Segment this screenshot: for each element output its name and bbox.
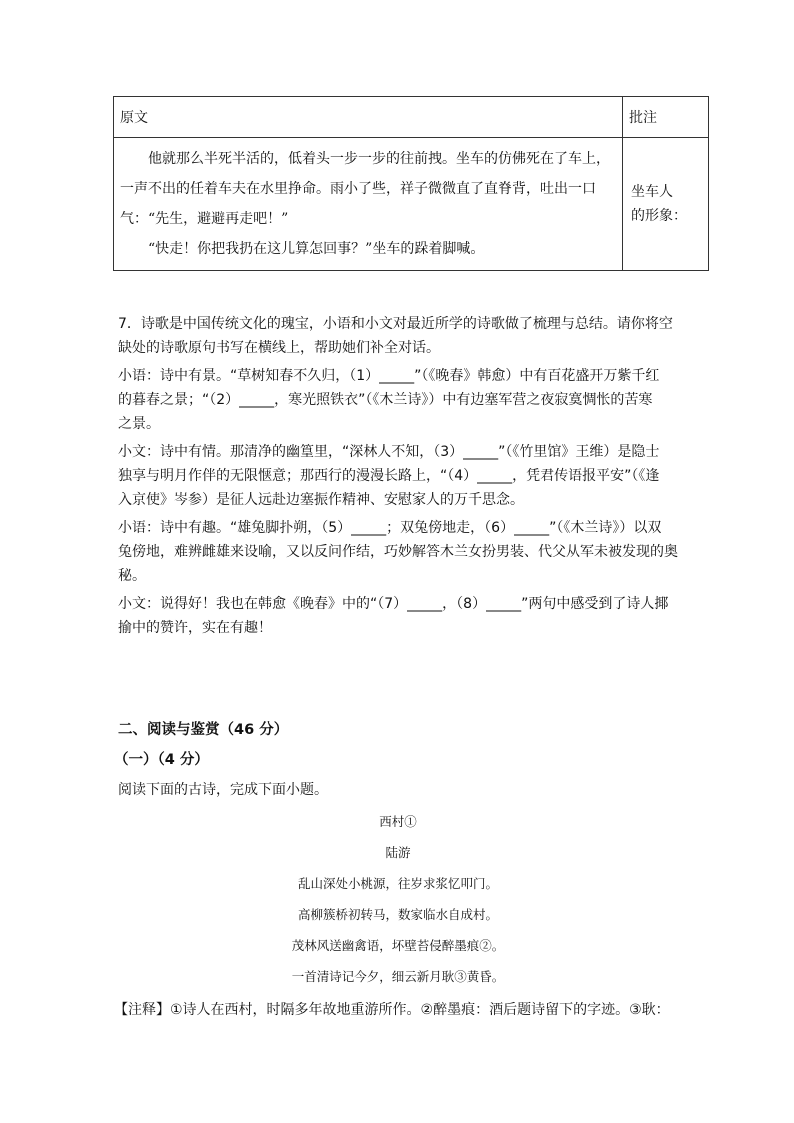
poem-line: 乱山深处小桃源，往岁求浆忆叩门。 (297, 876, 498, 891)
text-line: 小语：诗中有趣。“雄兔脚扑朔，（5）_____；双兔傍地走，（6）_____”（《木兰诗》）以双 (118, 520, 662, 536)
text-line: 小文：说得好！我也在韩愈《晚春》中的“（7）_____，（8）_____”两句中感受到了诗人揶 (118, 596, 669, 612)
text-line: 7．诗歌是中国传统文化的瑰宝，小语和小文对最近所学的诗歌做了梳理与总结。请你将空 (118, 316, 673, 332)
q7-intro (118, 312, 678, 360)
text-line: 的暮春之景；“（2）_____，寒光照铁衣”（《木兰诗》）中有边塞军营之夜寂寞惆怅的苦寒 (118, 392, 653, 408)
annotation-table (113, 96, 709, 271)
poem-line: 茂林风送幽禽语，坏壁苔侵醉墨痕②。 (291, 938, 505, 953)
note-label: 【注释】 (114, 1002, 170, 1018)
instruction: 阅读下面的古诗，完成下面小题。 (118, 782, 328, 798)
text-line: 秘。 (118, 568, 146, 584)
header-original: 原文 (114, 97, 623, 138)
original-line: 气：“先生，避避再走吧！” (120, 211, 289, 227)
header-note: 批注 (623, 97, 709, 138)
note-cell (623, 138, 709, 271)
original-line: “快走！你把我扔在这儿算怎回事？”坐车的跺着脚喊。 (148, 241, 485, 257)
note-text: ①诗人在西村，时隔多年故地重游所作。②醉墨痕：酒后题诗留下的字迹。③耿： (170, 1002, 670, 1018)
note-line: 坐车人 (631, 184, 673, 200)
question-7 (118, 312, 678, 644)
text-line: 小文：诗中有情。那清净的幽篁里，“深林人不知，（3）_____”（《竹里馆》王维）是隐士 (118, 444, 660, 460)
q7-paragraph-1 (118, 364, 678, 436)
text-line: 缺处的诗歌原句书写在横线上，帮助她们补全对话。 (118, 340, 440, 356)
text-line: 小语：诗中有景。“草树知春不久归，（1）_____”（《晚春》韩愈）中有百花盛开万紫千红 (118, 368, 660, 384)
text-line: 揄中的赞许，实在有趣！ (118, 620, 272, 636)
text-line: 独享与明月作伴的无限惬意；那西行的漫漫长路上，“（4）_____，凭君传语报平安”（《逢 (118, 468, 660, 484)
poem-author: 陆游 (385, 845, 411, 860)
note-line: 的形象： (631, 208, 687, 224)
annotation-note (114, 998, 684, 1022)
q7-paragraph-4 (118, 592, 678, 640)
section-title: 二、阅读与鉴赏（46 分） (118, 722, 289, 738)
poem-line: 高柳簇桥初转马，数家临水自成村。 (297, 907, 498, 922)
original-line: 一声不出的任着车夫在水里挣命。雨小了些，祥子微微直了直脊背，吐出一口 (120, 181, 596, 197)
text-line: 入京使》岑参）是征人远赴边塞振作精神、安慰家人的万千思念。 (118, 492, 524, 508)
poem-line: 一首清诗记今夕，细云新月耿③黄昏。 (291, 969, 505, 984)
original-line: 他就那么半死半活的，低着头一步一步的往前拽。坐车的仿佛死在了车上， (148, 151, 610, 167)
poem-title: 西村① (379, 814, 417, 829)
q7-paragraph-3 (118, 516, 678, 588)
subsection-title: （一）（4 分） (114, 752, 209, 768)
text-line: 之景。 (118, 416, 160, 432)
text-line: 兔傍地，难辨雌雄来设喻，又以反问作结，巧妙解答木兰女扮男装、代父从军未被发现的奥 (118, 544, 678, 560)
original-text-cell (114, 138, 623, 271)
q7-paragraph-2 (118, 440, 678, 512)
